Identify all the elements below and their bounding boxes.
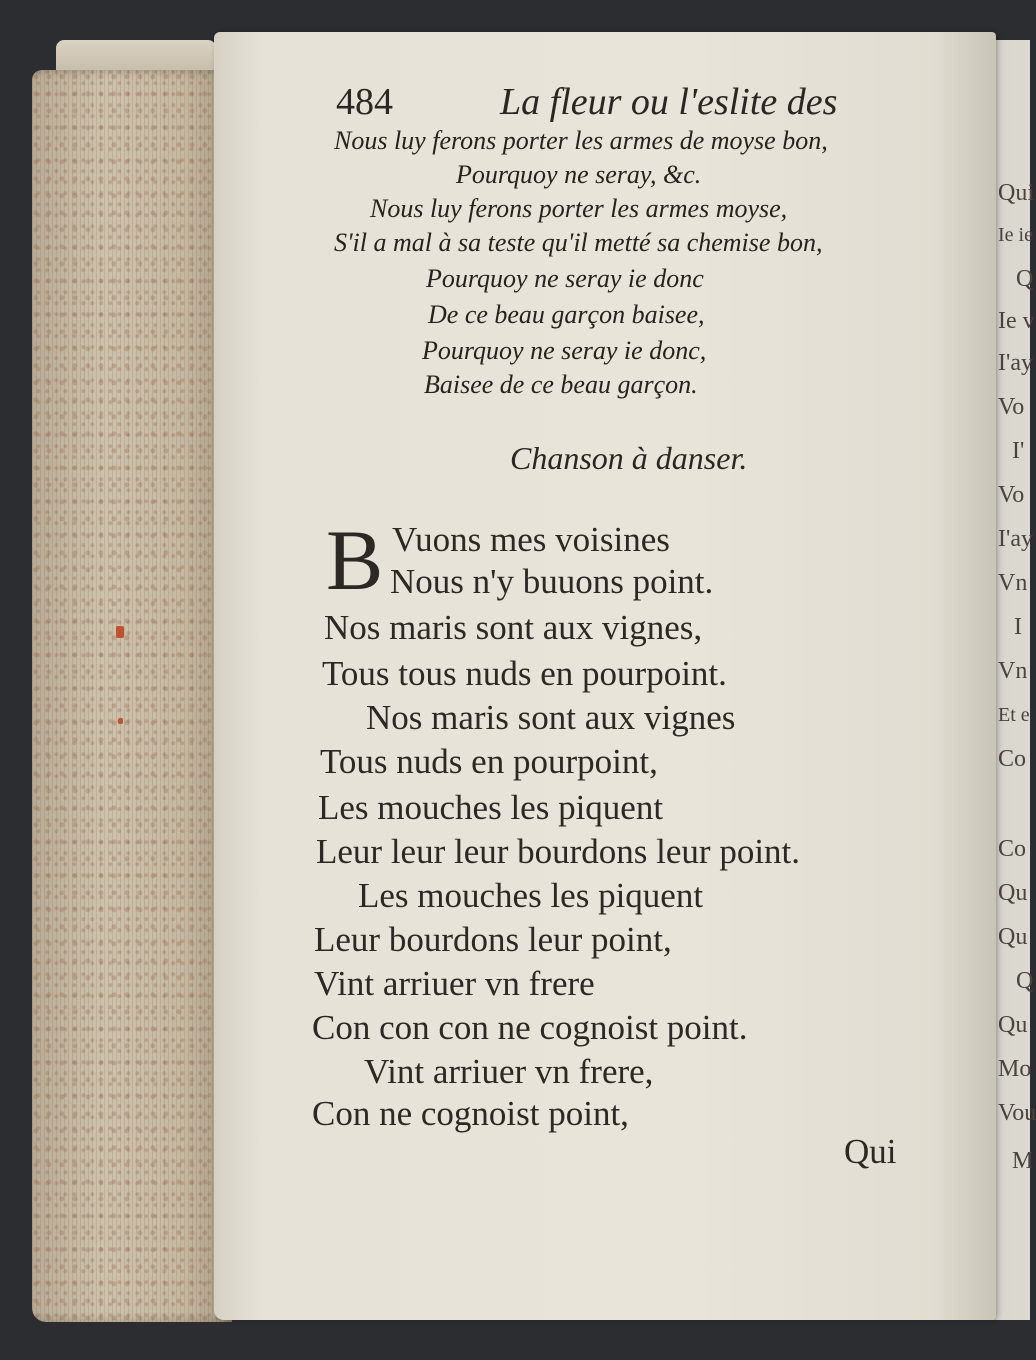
page-number: 484 <box>336 81 393 123</box>
facing-fragment: Q <box>1016 968 1034 994</box>
facing-fragment: Mo <box>998 1056 1032 1082</box>
facing-fragment: Vo <box>998 394 1025 420</box>
verse-line: Vint arriuer vn frere <box>314 964 595 1003</box>
verse-line: Nos maris sont aux vignes, <box>324 608 703 647</box>
verse-line: Vuons mes voisines <box>392 520 670 559</box>
facing-fragment: I'ay <box>998 350 1033 376</box>
facing-fragment: Et e <box>998 704 1030 726</box>
verse-line: Leur leur leur bourdons leur point. <box>316 832 801 871</box>
facing-page-edge <box>990 40 1036 1320</box>
verse-line: Vint arriuer vn frere, <box>364 1052 654 1091</box>
facing-fragment: Vo <box>998 482 1025 508</box>
verse-line: Les mouches les piquent <box>318 788 664 827</box>
red-stain-mark <box>118 718 123 724</box>
verse-line: S'il a mal à sa teste qu'il metté sa chemise bon, <box>334 228 823 257</box>
facing-fragment: Q <box>1016 266 1034 292</box>
facing-fragment: Ie v <box>998 308 1035 334</box>
facing-fragment: Ie ie <box>998 224 1033 246</box>
red-stain-mark <box>116 626 124 638</box>
verse-line: Baisee de ce beau garçon. <box>424 370 698 399</box>
verse-line: Les mouches les piquent <box>358 876 704 915</box>
facing-fragment: M <box>1012 1148 1034 1174</box>
running-title: La fleur ou l'eslite des <box>500 81 838 123</box>
verse-line: Con con con ne cognoist point. <box>312 1008 748 1047</box>
facing-fragment: Qui <box>998 180 1034 206</box>
verse-line: Nous luy ferons porter les armes de moyse bon, <box>334 126 828 155</box>
facing-fragment: Co <box>998 746 1027 772</box>
facing-fragment: Vn <box>998 658 1028 684</box>
verse-line: Leur bourdons leur point, <box>314 920 672 959</box>
facing-fragment: Qu <box>998 1012 1028 1038</box>
facing-fragment: Co <box>998 836 1027 862</box>
verse-line: De ce beau garçon baisee, <box>428 300 705 329</box>
verse-line: Nous n'y buuons point. <box>390 562 714 601</box>
verse-line: Pourquoy ne seray ie donc, <box>422 336 707 365</box>
catchword: Qui <box>844 1132 897 1171</box>
closed-pages-edge <box>32 70 232 1322</box>
verse-line: Con ne cognoist point, <box>312 1094 629 1133</box>
drop-cap-initial: B <box>326 512 384 608</box>
facing-fragment: I' <box>1012 438 1025 464</box>
facing-fragment: Qu <box>998 924 1028 950</box>
verse-line: Pourquoy ne seray, &c. <box>456 160 702 189</box>
song-title: Chanson à danser. <box>510 440 748 476</box>
facing-fragment: Qu <box>998 880 1028 906</box>
facing-fragment: Vn <box>998 570 1028 596</box>
facing-fragment: I'ay <box>998 526 1033 552</box>
verse-line: Nos maris sont aux vignes <box>366 698 736 737</box>
verse-line: Nous luy ferons porter les armes moyse, <box>370 194 788 223</box>
verse-line: Tous nuds en pourpoint, <box>320 742 658 781</box>
verse-line: Tous tous nuds en pourpoint. <box>322 654 727 693</box>
facing-fragment: Vou <box>998 1100 1036 1126</box>
verse-line: Pourquoy ne seray ie donc <box>426 264 704 293</box>
facing-fragment: I <box>1014 614 1022 640</box>
